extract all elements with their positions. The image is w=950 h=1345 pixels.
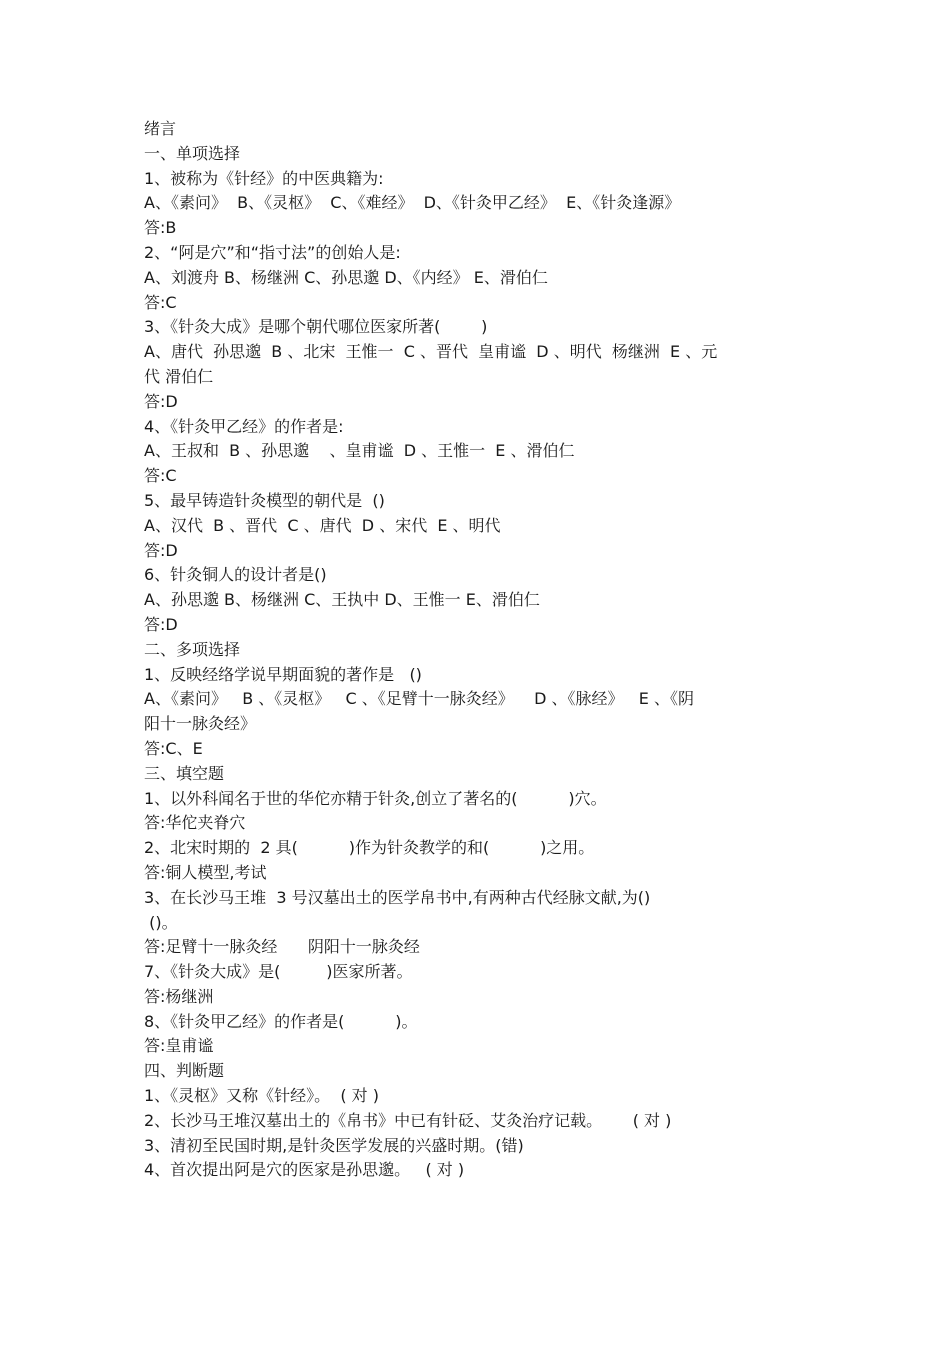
question-text: 2、“阿是穴”和“指寸法”的创始人是: xyxy=(144,242,401,262)
answer-line: 答:C xyxy=(144,466,177,486)
question-text: 1、以外科闻名于世的华佗亦精于针灸,创立了著名的( )穴。 xyxy=(144,788,607,808)
question-text: 1、被称为《针经》的中医典籍为: xyxy=(144,168,384,188)
answer-line: 答:C、E xyxy=(144,738,203,758)
question-text: 2、北宋时期的 2 具( )作为针灸教学的和( )之用。 xyxy=(144,838,595,858)
options-line: 阳十一脉灸经》 xyxy=(144,714,257,734)
section-title: 绪言 xyxy=(144,119,177,138)
options-line: A、《素问》 B 、《灵枢》 C 、《足臂十一脉灸经》 D 、《脉经》 E 、《阴 xyxy=(144,689,694,709)
question-text: 3、在长沙马王堆 3 号汉墓出土的医学帛书中,有两种古代经脉文献,为() xyxy=(144,887,651,907)
answer-line: 答:足臂十一脉灸经 阴阳十一脉灸经 xyxy=(144,937,420,957)
answer-line: 答:D xyxy=(144,614,178,634)
question-text: 4、《针灸甲乙经》的作者是: xyxy=(144,416,344,436)
answer-line: 答:华佗夹脊穴 xyxy=(144,813,246,833)
section-heading: 三、填空题 xyxy=(144,763,225,783)
options-line: A、孙思邈 B、杨继洲 C、王执中 D、王惟一 E、滑伯仁 xyxy=(144,590,540,610)
options-line: A、《素问》 B、《灵枢》 C、《难经》 D、《针灸甲乙经》 E、《针灸逢源》 xyxy=(144,193,681,213)
judgment-item: 3、清初至民国时期,是针灸医学发展的兴盛时期。(错) xyxy=(144,1135,524,1155)
question-text: 6、针灸铜人的设计者是() xyxy=(144,565,327,585)
answer-line: 答:D xyxy=(144,391,178,411)
judgment-item: 2、长沙马王堆汉墓出土的《帛书》中已有针砭、艾灸治疗记载。 ( 对 ) xyxy=(144,1110,672,1130)
question-text: 8、《针灸甲乙经》的作者是( )。 xyxy=(144,1011,418,1031)
answer-line: 答:皇甫谧 xyxy=(144,1036,214,1056)
answer-line: 答:D xyxy=(144,540,178,560)
options-line: A、汉代 B 、晋代 C 、唐代 D 、宋代 E 、明代 xyxy=(144,515,501,535)
section-heading: 一、单项选择 xyxy=(144,143,241,163)
options-line: A、王叔和 B 、孙思邈 、皇甫谧 D 、王惟一 E 、滑伯仁 xyxy=(144,441,575,461)
options-line: A、刘渡舟 B、杨继洲 C、孙思邈 D、《内经》 E、滑伯仁 xyxy=(144,267,548,287)
answer-line: 答:杨继洲 xyxy=(144,986,214,1006)
answer-line: 答:C xyxy=(144,292,177,312)
section-heading: 二、多项选择 xyxy=(144,639,241,659)
document-page xyxy=(144,117,824,1183)
section-heading: 四、判断题 xyxy=(144,1061,225,1081)
question-text: 7、《针灸大成》是( )医家所著。 xyxy=(144,962,413,982)
question-text: 3、《针灸大成》是哪个朝代哪位医家所著( ) xyxy=(144,317,488,337)
options-line: A、唐代 孙思邈 B 、北宋 王惟一 C 、晋代 皇甫谧 D 、明代 杨继洲 E 、元 xyxy=(144,342,718,362)
options-line: 代 滑伯仁 xyxy=(144,366,214,386)
judgment-item: 4、首次提出阿是穴的医家是孙思邈。 ( 对 ) xyxy=(144,1160,465,1180)
answer-line: 答:B xyxy=(144,218,177,238)
judgment-item: 1、《灵枢》又称《针经》。 ( 对 ) xyxy=(144,1086,380,1106)
question-text: 1、反映经络学说早期面貌的著作是 () xyxy=(144,664,422,684)
question-text: 5、最早铸造针灸模型的朝代是 () xyxy=(144,490,385,510)
question-text: ()。 xyxy=(144,912,178,932)
answer-line: 答:铜人模型,考试 xyxy=(144,862,267,882)
